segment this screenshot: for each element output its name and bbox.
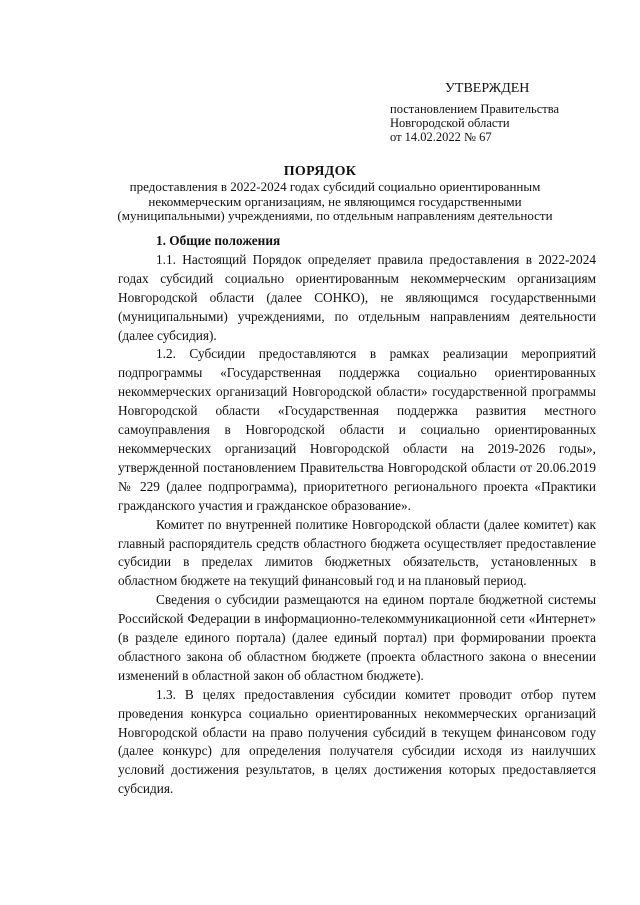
document-body bbox=[118, 232, 596, 799]
document-subtitle: предоставления в 2022-2024 годах субсидий социально ориентированным некоммерческим организациям, не являющимся государственными (муниципальными) учреждениями, по отдельным направлениям деятельности bbox=[117, 179, 553, 223]
document-title: ПОРЯДОК bbox=[283, 164, 357, 179]
paragraph-1-1: 1.1. Настоящий Порядок определяет правила предоставления в 2022-2024 годах субсидий социально ориентированным некоммерческим организациям Новгородской области (далее СОНКО), не являющимся государственными (муниципальными) учреждениями, по отдельным направлениям деятельности (далее субсидия). bbox=[118, 251, 596, 343]
approval-line-2: Новгородской области bbox=[390, 116, 510, 130]
paragraph-committee: Комитет по внутренней политике Новгородской области (далее комитет) как главный распорядитель средств областного бюджета осуществляет предоставление субсидии в пределах лимитов бюджетных обязательств, установленных в областном бюджете на текущий финансовый год и на плановый период. bbox=[118, 516, 596, 589]
section-heading: 1. Общие положения bbox=[156, 233, 281, 248]
approval-stamp bbox=[390, 82, 620, 144]
approval-line-3: от 14.02.2022 № 67 bbox=[390, 130, 492, 144]
paragraph-1-3: 1.3. В целях предоставления субсидии комитет проводит отбор путем проведения конкурса социально ориентированных некоммерческих организаций Новгородской области на право получения субсидий в текущем финансовом году (далее конкурс) для определения получателя субсидии исходя из наилучших условий достижения результатов, в целях достижения которых предоставляется субсидия. bbox=[118, 686, 596, 797]
paragraph-portal: Сведения о субсидии размещаются на едином портале бюджетной системы Российской Федерации в информационно-телекоммуникационной сети «Интернет» (в разделе единого портала) (далее единый портал) при формировании проекта областного закона об областном бюджете (проекта областного закона о внесении изменений в областной закон об областном бюджете). bbox=[118, 592, 596, 683]
approved-label: УТВЕРЖДЕН bbox=[445, 81, 530, 96]
approval-line-1: постановлением Правительства bbox=[390, 102, 560, 116]
paragraph-1-2: 1.2. Субсидии предоставляются в рамках реализации мероприятий подпрограммы «Государственная поддержка социально ориентированных некоммерческих организаций Новгородской области» государственной программы Новгородской области «Государственная поддержка развития местного самоуправления в Новгородской области и социально ориентированных некоммерческих организаций Новгородской области на 2019-2026 годы», утвержденной постановлением Правительства Новгородской области от 20.06.2019 № 229 (далее подпрограмма), приоритетного регионального проекта «Практики гражданского участия и гражданское образование». bbox=[118, 346, 596, 513]
